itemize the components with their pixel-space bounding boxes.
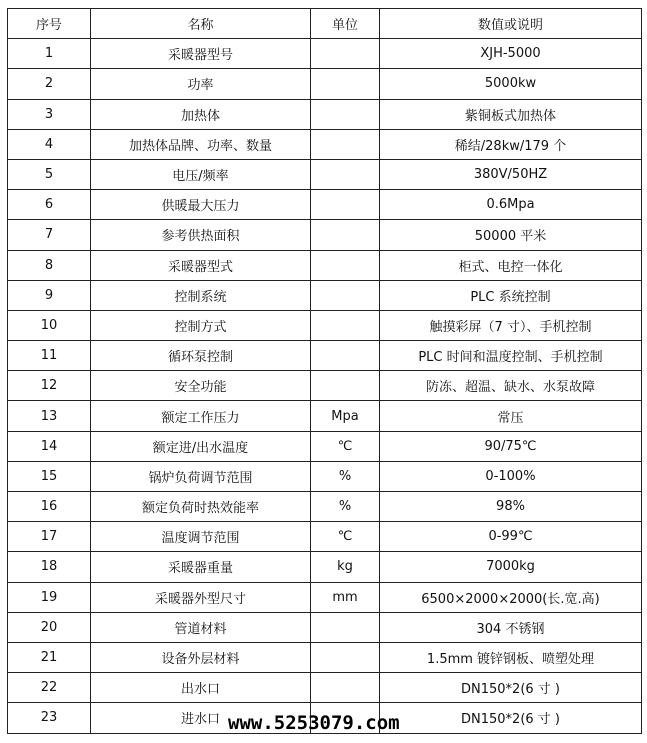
cell-name: 参考供热面积 [91,220,311,250]
cell-name: 加热体 [91,99,311,129]
cell-value: 防冻、超温、缺水、水泵故障 [380,371,642,401]
cell-value: 90/75℃ [380,431,642,461]
cell-value: 7000kg [380,552,642,582]
cell-unit: ℃ [311,522,380,552]
cell-value: 304 不锈钢 [380,612,642,642]
cell-value: 1.5mm 镀锌钢板、喷塑处理 [380,642,642,672]
cell-index: 2 [8,69,91,99]
cell-unit [311,220,380,250]
table-row [8,39,642,69]
table-row [8,99,642,129]
cell-value: 触摸彩屏（7 寸）、手机控制 [380,310,642,340]
cell-name: 采暖器型式 [91,250,311,280]
cell-unit [311,280,380,310]
table-row [8,190,642,220]
cell-unit [311,129,380,159]
table-row [8,371,642,401]
cell-value: 5000kw [380,69,642,99]
cell-unit [311,39,380,69]
cell-name: 出水口 [91,673,311,703]
cell-name: 采暖器外型尺寸 [91,582,311,612]
cell-value: 紫铜板式加热体 [380,99,642,129]
spec-table [7,8,642,734]
cell-unit [311,99,380,129]
watermark: www.5253079.com [228,712,400,734]
cell-index: 17 [8,522,91,552]
cell-index: 18 [8,552,91,582]
cell-unit [311,371,380,401]
cell-index: 8 [8,250,91,280]
table-row [8,492,642,522]
cell-unit: Mpa [311,401,380,431]
cell-name: 额定进/出水温度 [91,431,311,461]
cell-name: 温度调节范围 [91,522,311,552]
cell-name: 采暖器重量 [91,552,311,582]
cell-name: 管道材料 [91,612,311,642]
cell-name: 锅炉负荷调节范围 [91,461,311,491]
cell-index: 5 [8,159,91,189]
cell-unit [311,612,380,642]
cell-index: 9 [8,280,91,310]
cell-unit: % [311,461,380,491]
cell-index: 13 [8,401,91,431]
table-row [8,159,642,189]
cell-unit [311,673,380,703]
cell-index: 21 [8,642,91,672]
cell-unit [311,642,380,672]
cell-index: 14 [8,431,91,461]
cell-unit: kg [311,552,380,582]
cell-unit [311,250,380,280]
cell-index: 12 [8,371,91,401]
cell-name: 供暖最大压力 [91,190,311,220]
cell-index: 1 [8,39,91,69]
cell-index: 20 [8,612,91,642]
cell-unit: % [311,492,380,522]
table-row [8,522,642,552]
cell-value: 50000 平米 [380,220,642,250]
table-row [8,129,642,159]
cell-index: 19 [8,582,91,612]
cell-unit: mm [311,582,380,612]
cell-name: 额定负荷时热效能率 [91,492,311,522]
cell-name: 控制方式 [91,310,311,340]
cell-index: 6 [8,190,91,220]
cell-value: 0.6Mpa [380,190,642,220]
table-row [8,461,642,491]
cell-value: 98% [380,492,642,522]
cell-name: 额定工作压力 [91,401,311,431]
table-row [8,280,642,310]
header-name: 名称 [91,9,311,39]
cell-index: 22 [8,673,91,703]
cell-index: 7 [8,220,91,250]
cell-name: 采暖器型号 [91,39,311,69]
header-index: 序号 [8,9,91,39]
table-row [8,642,642,672]
table-row [8,69,642,99]
cell-name: 控制系统 [91,280,311,310]
table-row [8,673,642,703]
cell-value: 常压 [380,401,642,431]
cell-name: 循环泵控制 [91,341,311,371]
cell-unit: ℃ [311,431,380,461]
cell-index: 11 [8,341,91,371]
cell-name: 加热体品牌、功率、数量 [91,129,311,159]
header-unit: 单位 [311,9,380,39]
cell-value: 6500×2000×2000(长.宽.高) [380,582,642,612]
cell-value: DN150*2(6 寸 ) [380,673,642,703]
table-row [8,582,642,612]
cell-value: 380V/50HZ [380,159,642,189]
table-row [8,431,642,461]
cell-value: 柜式、电控一体化 [380,250,642,280]
table-row [8,310,642,340]
table-row [8,341,642,371]
cell-value: XJH-5000 [380,39,642,69]
cell-unit [311,341,380,371]
cell-index: 16 [8,492,91,522]
cell-unit [311,310,380,340]
cell-unit [311,69,380,99]
cell-name: 安全功能 [91,371,311,401]
cell-unit [311,190,380,220]
cell-value: DN150*2(6 寸 ) [380,703,642,733]
cell-index: 23 [8,703,91,733]
cell-value: PLC 系统控制 [380,280,642,310]
table-row [8,220,642,250]
cell-name: 进水口 [91,703,311,733]
cell-value: 0-99℃ [380,522,642,552]
table-row [8,612,642,642]
cell-unit [311,159,380,189]
cell-name: 电压/频率 [91,159,311,189]
cell-value: 稀结/28kw/179 个 [380,129,642,159]
cell-index: 3 [8,99,91,129]
cell-index: 10 [8,310,91,340]
table-row [8,552,642,582]
cell-name: 功率 [91,69,311,99]
cell-index: 4 [8,129,91,159]
cell-index: 15 [8,461,91,491]
header-value: 数值或说明 [380,9,642,39]
cell-name: 设备外层材料 [91,642,311,672]
header-row [8,9,642,39]
cell-value: PLC 时间和温度控制、手机控制 [380,341,642,371]
table-row [8,250,642,280]
table-row [8,401,642,431]
cell-value: 0-100% [380,461,642,491]
